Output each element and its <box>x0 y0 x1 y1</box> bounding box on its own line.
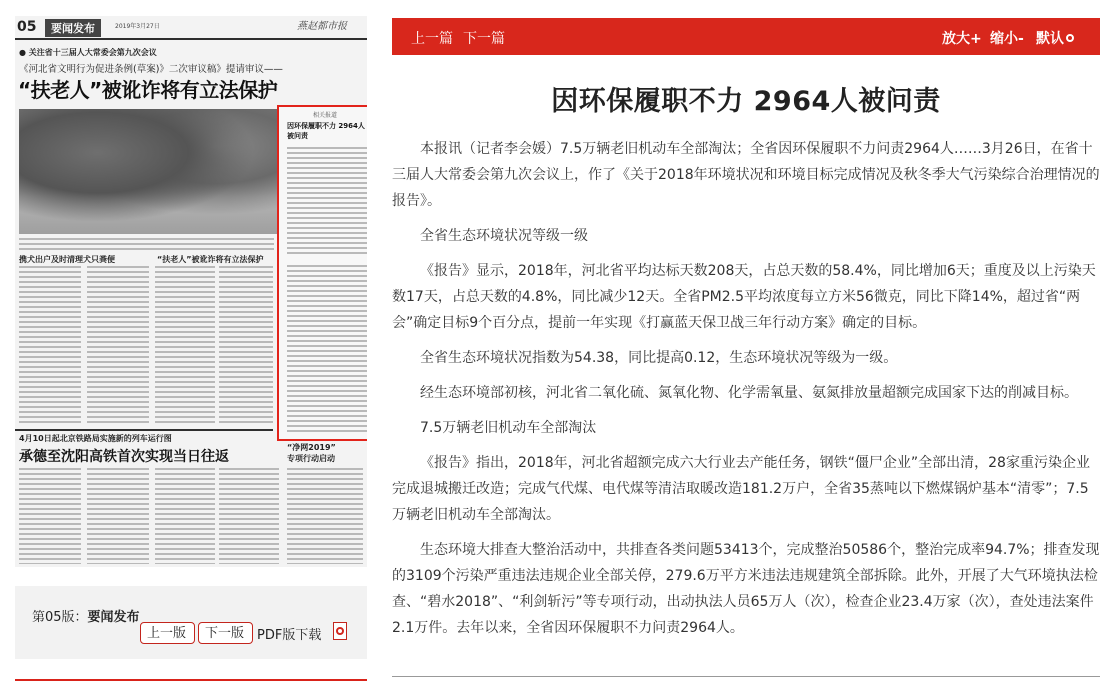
next-article-link[interactable]: 下一篇 <box>463 31 505 47</box>
paper-photo <box>19 109 281 234</box>
edition-nav-panel <box>15 586 367 659</box>
paper-headline-2: 承德至沈阳高铁首次实现当日往返 <box>19 449 229 465</box>
related-text-block <box>287 265 367 433</box>
paper-kicker-2: 4月10日起北京铁路局实施新的列车运行图 <box>19 434 172 443</box>
paper-text-column <box>87 468 149 564</box>
paper-date-line: 2019年3月27日 <box>115 23 160 30</box>
prev-article-link[interactable]: 上一篇 <box>411 31 453 47</box>
paper-text-column <box>87 266 149 426</box>
paper-text-column <box>155 266 215 426</box>
related-article-highlight[interactable] <box>277 105 367 441</box>
prev-edition-button[interactable]: 上一版 <box>140 622 195 644</box>
related-label: 相关报道 <box>313 112 338 119</box>
article-paragraph: 《报告》指出，2018年，河北省超额完成六大行业去产能任务，钢铁“僵尸企业”全部出清，28家重污染企业完成退城搬迁改造；完成气代煤、电代煤等清洁取暖改造181.2万户，全省35蒸吨以下燃煤锅炉基本“清零”；7.5万辆老旧机动车全部淘汰。 <box>392 455 1090 523</box>
paper-text-column <box>155 468 215 564</box>
paper-subhead: “扶老人”被讹诈将有立法保护 <box>157 255 264 264</box>
article-title: 因环保履职不力 2964人被问责 <box>551 86 941 117</box>
paper-header-rule <box>15 38 367 40</box>
paper-subhead: 携犬出户及时清理犬只粪便 <box>19 255 115 264</box>
reset-circle-icon <box>1066 34 1074 42</box>
article-subheading: 全省生态环境状况等级一级 <box>420 228 588 244</box>
paper-text-column <box>19 266 81 426</box>
edition-name: 要闻发布 <box>87 610 140 625</box>
article-subheading: 7.5万辆老旧机动车全部淘汰 <box>420 420 597 436</box>
article-body <box>392 136 1100 650</box>
newspaper-page-image[interactable] <box>15 16 367 567</box>
paper-section-label: 要闻发布 <box>45 19 101 37</box>
article-paragraph: 生态环境大排查大整治活动中，共排查各类问题53413个，完成整治50586个，整治完成率94.7%；排查发现的3109个污染严重违法违规企业全部关停，279.6万平方米违法违规建筑全部拆除。此外，开展了大气环境执法检查、“碧水2018”、“利剑斩污”等专项行动，出动执法人员65万人（次），检查企业23.4万家（次），查处违法案件2.1万件。去年以来，全省因环保履职不力问责2964人。 <box>392 542 1100 636</box>
paper-text-column <box>287 468 363 564</box>
default-size-label: 默认 <box>1036 31 1064 47</box>
paper-headline: “扶老人”被讹诈将有立法保护 <box>18 78 278 102</box>
paper-kicker: ● 关注省十三届人大常委会第九次会议 <box>19 48 157 57</box>
article-paragraph: 《报告》显示，2018年，河北省平均达标天数208天，占总天数的58.4%，同比增加6天；重度及以上污染天数17天，占总天数的4.8%，同比减少12天。全省PM2.5平均浓度每立方米56微克，同比下降14%，超过省“两会”确定目标9个百分点，提前一年实现《打赢蓝天保卫战三年行动方案》确定的目标。 <box>392 263 1096 331</box>
article-bottom-rule <box>392 676 1100 677</box>
paper-page-number: 05 <box>17 19 37 35</box>
related-article-title: 因环保履职不力 2964人被问责 <box>287 122 365 140</box>
article-paragraph: 经生态环境部初核，河北省二氧化硫、氮氧化物、化学需氧量、氨氮排放量超额完成国家下达的削减目标。 <box>420 385 1078 401</box>
paper-text-column <box>219 266 273 426</box>
zoom-out-button[interactable]: 缩小- <box>990 31 1024 47</box>
paper-photo-caption <box>19 238 274 250</box>
default-size-button[interactable] <box>1036 28 1074 48</box>
paper-masthead: 燕赵都市报 <box>297 21 347 32</box>
article-toolbar <box>392 18 1100 55</box>
paper-side-kicker: “净网2019” <box>287 443 336 452</box>
paper-section-rule <box>15 429 273 431</box>
edition-label: 第05版：要闻发布 <box>32 610 140 625</box>
article-paragraph: 本报讯（记者李会媛）7.5万辆老旧机动车全部淘汰；全省因环保履职不力问责2964人……3月26日，在省十三届人大常委会第九次会议上，作了《关于2018年环境状况和环境目标完成情况及秋冬季大气污染综合治理情况的报告》。 <box>392 141 1100 209</box>
paper-deck: 《河北省文明行为促进条例(草案)》二次审议稿》提请审议—— <box>19 64 283 75</box>
article-paragraph: 全省生态环境状况指数为54.38，同比提高0.12，生态环境状况等级为一级。 <box>420 350 898 366</box>
pdf-download-link[interactable]: PDF版下载 <box>257 628 322 643</box>
paper-text-column <box>19 468 81 564</box>
paper-text-column <box>219 468 279 564</box>
next-edition-button[interactable]: 下一版 <box>198 622 253 644</box>
pdf-icon[interactable] <box>333 622 347 640</box>
paper-side-head: 专项行动启动 <box>287 454 335 463</box>
left-bottom-rule <box>15 679 367 681</box>
zoom-in-button[interactable]: 放大+ <box>942 31 982 47</box>
related-text-block <box>287 147 367 257</box>
